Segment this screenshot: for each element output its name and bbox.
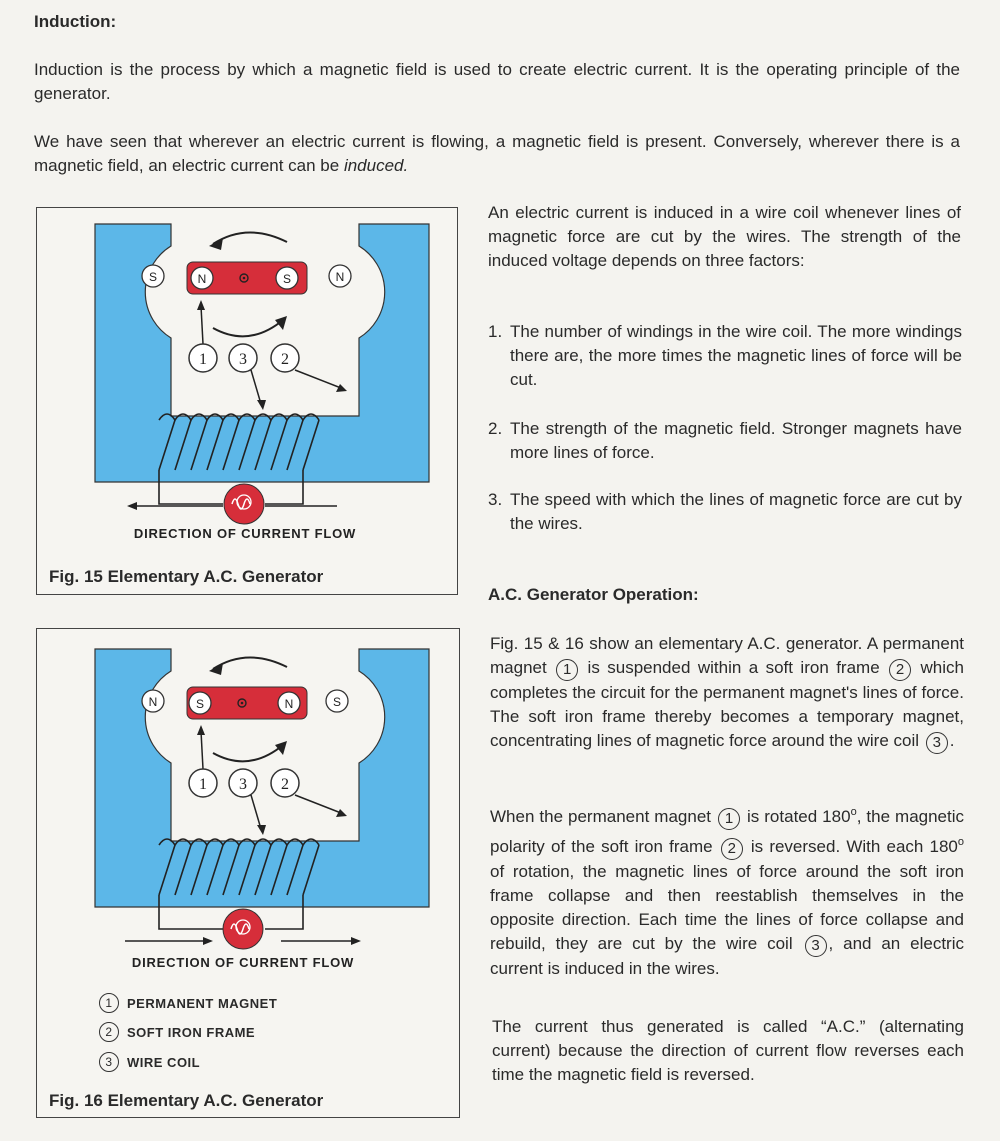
callout-3: 3 bbox=[239, 776, 247, 793]
direction-label: DIRECTION OF CURRENT FLOW bbox=[133, 526, 357, 541]
induction-paragraph-1: Induction is the process by which a magnetic field is used to create electric current. It is the operating principle of the generator. bbox=[34, 60, 960, 103]
rotation-arrowhead-bottom bbox=[275, 316, 287, 330]
ac-p2-text: When the permanent magnet bbox=[490, 807, 711, 826]
callout-1: 1 bbox=[199, 776, 207, 793]
callout-1-inline: 1 bbox=[556, 659, 578, 681]
rotation-arrow-bottom bbox=[213, 320, 283, 336]
callout-3-inline: 3 bbox=[805, 935, 827, 957]
figure-15-diagram bbox=[37, 208, 457, 594]
rotation-arrow-top bbox=[213, 232, 287, 244]
ac-p2-text: , the magnetic polarity of the soft iron frame bbox=[490, 807, 965, 856]
callout-3: 3 bbox=[239, 351, 247, 368]
ac-p2-text: is rotated 180 bbox=[747, 807, 851, 826]
factor-item bbox=[488, 488, 962, 536]
factor-number: 3. bbox=[488, 490, 503, 509]
callout-2-inline: 2 bbox=[721, 838, 743, 860]
frame-left-pole: N bbox=[148, 695, 158, 709]
legend-label: SOFT IRON FRAME bbox=[127, 1024, 256, 1040]
rotation-arrowhead-top bbox=[209, 663, 223, 675]
ac-p1-text: is suspended within a soft iron frame bbox=[587, 658, 880, 677]
legend-item-wire-coil bbox=[99, 1052, 200, 1072]
frame-left-pole: S bbox=[148, 270, 158, 284]
rotation-arrow-bottom bbox=[213, 745, 283, 761]
legend-label: WIRE COIL bbox=[127, 1054, 201, 1070]
direction-label: DIRECTION OF CURRENT FLOW bbox=[131, 955, 355, 970]
callout-2: 2 bbox=[281, 351, 289, 368]
rotation-arrowhead-bottom bbox=[275, 741, 287, 755]
ac-p1-text: which completes the circuit for the permanent magnet's lines of force. The soft iron frame thereby becomes a temporary magnet, concentrating lines of magnetic force around the wire coil bbox=[490, 658, 964, 750]
induction-emphasis: induced. bbox=[343, 156, 409, 175]
callout-2-inline: 2 bbox=[889, 659, 911, 681]
induction-title: Induction: bbox=[34, 12, 117, 31]
ac-paragraph-2 bbox=[490, 800, 964, 981]
direction-arrow-left bbox=[127, 502, 137, 510]
legend-label: PERMANENT MAGNET bbox=[127, 995, 278, 1011]
frame-right-pole: N bbox=[335, 270, 345, 284]
factor-item bbox=[488, 417, 962, 465]
figure-15-caption: Fig. 15 Elementary A.C. Generator bbox=[49, 567, 324, 586]
magnet-left-pole: N bbox=[197, 272, 207, 286]
ac-p1-text: Fig. 15 & 16 show an elementary A.C. generator. A permanent magnet bbox=[490, 634, 964, 677]
induction-paragraph-2 bbox=[34, 130, 960, 178]
figure-16-caption: Fig. 16 Elementary A.C. Generator bbox=[49, 1091, 324, 1110]
factor-item bbox=[488, 320, 962, 392]
factor-number: 2. bbox=[488, 419, 503, 438]
legend-number: 3 bbox=[99, 1052, 119, 1072]
ac-operation-title: A.C. Generator Operation: bbox=[488, 585, 699, 604]
legend-number: 1 bbox=[99, 993, 119, 1013]
degree-mark: o bbox=[957, 836, 964, 848]
legend-item-permanent-magnet bbox=[99, 993, 277, 1013]
legend-item-soft-iron-frame bbox=[99, 1022, 255, 1042]
ac-paragraph-1 bbox=[490, 632, 964, 754]
figure-16 bbox=[36, 628, 460, 1118]
figure-15 bbox=[36, 207, 458, 595]
callout-3-inline: 3 bbox=[926, 732, 948, 754]
rotation-arrowhead-top bbox=[209, 238, 223, 250]
ac-p1-text: . bbox=[949, 731, 955, 750]
callout-2: 2 bbox=[281, 776, 289, 793]
rotation-arrow-top bbox=[213, 657, 287, 669]
factor-text: The speed with which the lines of magnetic force are cut by the wires. bbox=[510, 490, 962, 533]
magnet-left-pole: S bbox=[195, 697, 205, 711]
factor-text: The strength of the magnetic field. Stronger magnets have more lines of force. bbox=[510, 419, 962, 462]
frame-right-pole: S bbox=[332, 695, 342, 709]
callout-1: 1 bbox=[199, 351, 207, 368]
degree-mark: o bbox=[850, 806, 857, 818]
ac-p2-text: is reversed. With each 180 bbox=[750, 837, 958, 856]
factor-number: 1. bbox=[488, 322, 503, 341]
induction-paragraph-2-text: We have seen that wherever an electric current is flowing, a magnetic field is present. Conversely, wherever there is a magnetic field, an electric current can be bbox=[34, 132, 960, 175]
legend-number: 2 bbox=[99, 1022, 119, 1042]
direction-arrow-right-2 bbox=[351, 937, 361, 945]
callout-1-inline: 1 bbox=[718, 808, 740, 830]
magnet-right-pole: N bbox=[284, 697, 294, 711]
induction-intro: An electric current is induced in a wire coil whenever lines of magnetic force are cut by the wires. The strength of the induced voltage depends on three factors: bbox=[488, 203, 961, 270]
magnet-right-pole: S bbox=[282, 272, 292, 286]
direction-arrow-right-1 bbox=[203, 937, 213, 945]
ac-p2-text: of rotation, the magnetic lines of force around the soft iron frame collapse and then reestablish themselves in the opposite direction. Each time the lines of force collapse and rebuild, they are cut by the wire coil bbox=[490, 862, 964, 953]
figure-16-diagram bbox=[37, 629, 459, 1117]
factor-text: The number of windings in the wire coil. The more windings there are, the more times the magnetic lines of force will be cut. bbox=[510, 322, 962, 389]
ac-p2-text: , and an electric current is induced in the wires. bbox=[490, 934, 964, 978]
ac-paragraph-3: The current thus generated is called “A.C.” (alternating current) because the direction of current flow reverses each time the magnetic field is reversed. bbox=[492, 1017, 964, 1084]
